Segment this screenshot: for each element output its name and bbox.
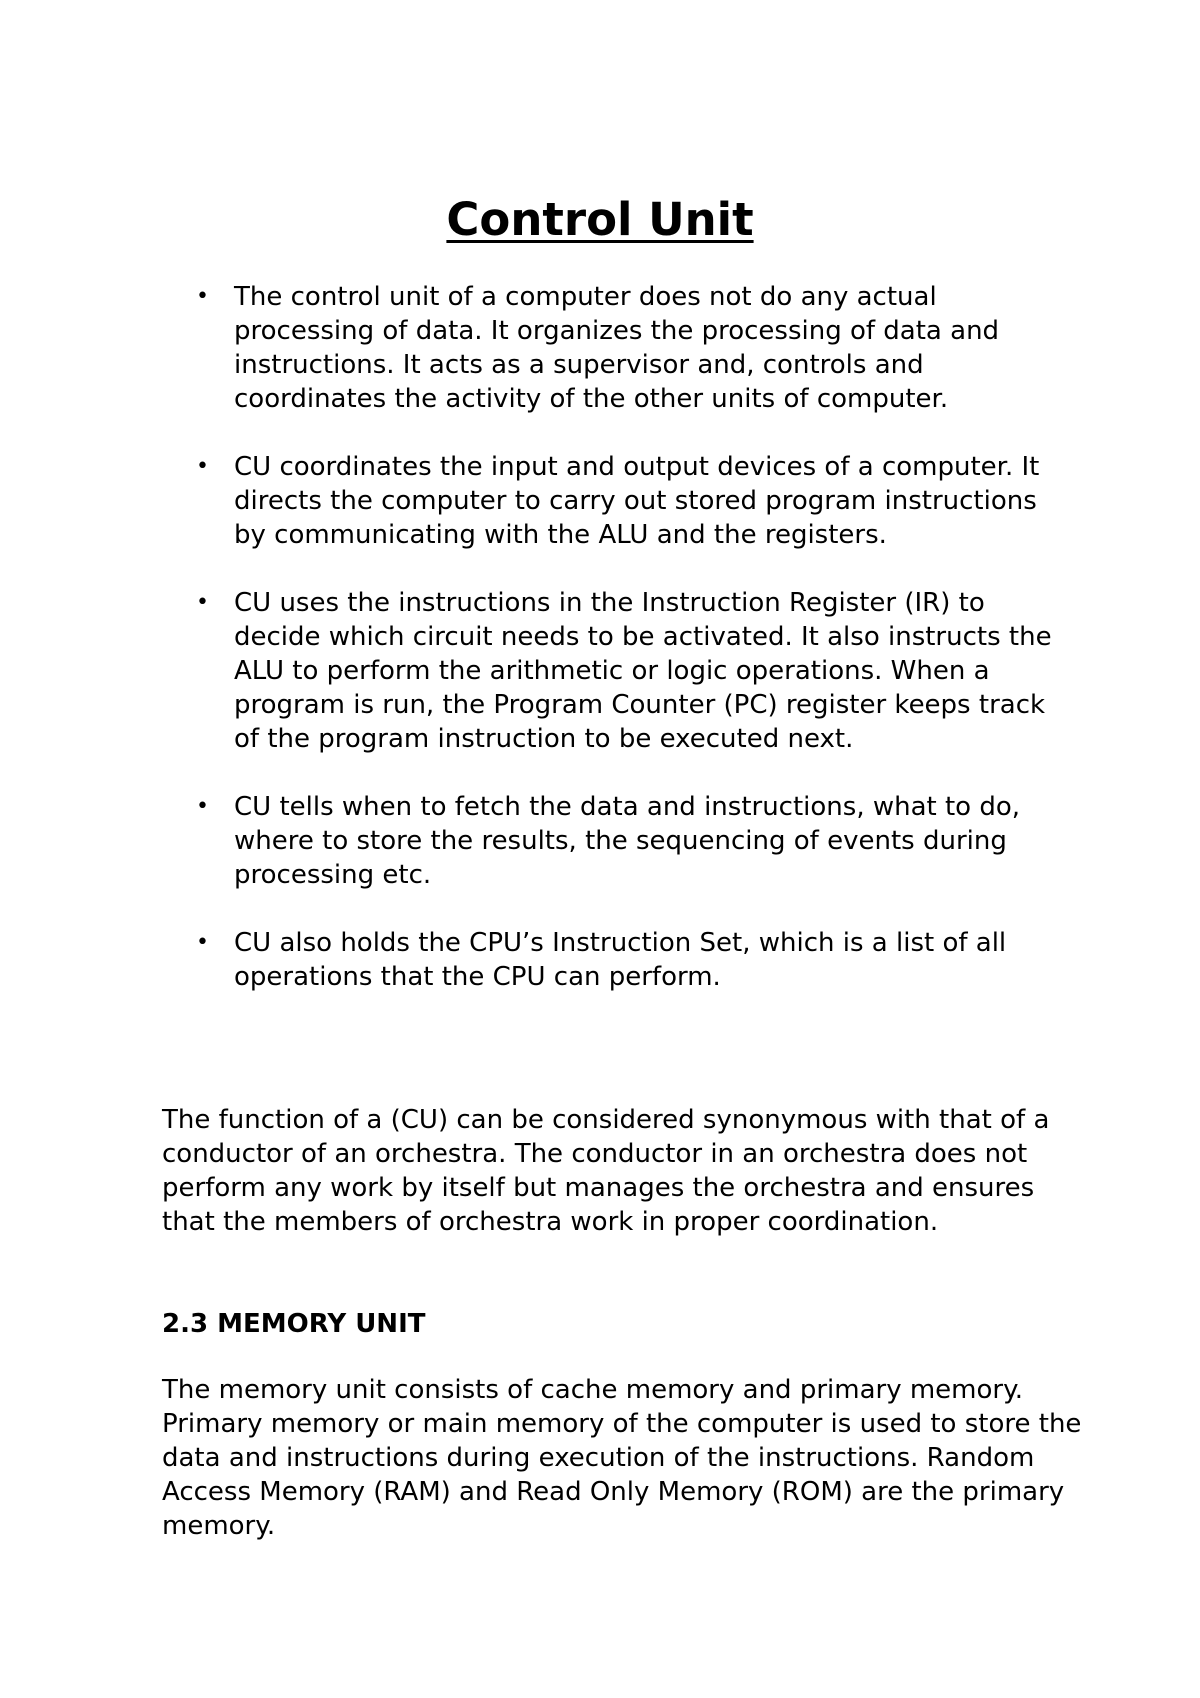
list-item	[196, 280, 1076, 416]
bullet-marker: •	[196, 590, 209, 615]
list-item	[196, 790, 1076, 892]
list-item	[196, 450, 1076, 552]
memory-paragraph: The memory unit consists of cache memory and primary memory. Primary memory or main memory of the computer is used to store the data and instructions during execution of the instructions. Random Access Memory (RAM) and Read Only Memory (ROM) are the primary memory.	[162, 1375, 1082, 1541]
bullet-text: CU coordinates the input and output devices of a computer. It directs the computer to carry out stored program instructions by communicating with the ALU and the registers.	[234, 452, 1040, 550]
bullet-text: CU tells when to fetch the data and instructions, what to do, where to store the results, the sequencing of events during processing etc.	[234, 792, 1021, 890]
bullet-text: CU also holds the CPU’s Instruction Set, which is a list of all operations that the CPU can perform.	[234, 928, 1007, 992]
bullet-marker: •	[196, 930, 209, 955]
section-heading: 2.3 MEMORY UNIT	[162, 1309, 426, 1339]
list-item	[196, 586, 1076, 756]
bullet-marker: •	[196, 794, 209, 819]
page-title: Control Unit	[446, 193, 754, 246]
list-item	[196, 926, 1076, 994]
bullet-list	[196, 280, 1076, 994]
function-paragraph: The function of a (CU) can be considered synonymous with that of a conductor of an orchestra. The conductor in an orchestra does not perform any work by itself but manages the orchestra and ensures that the members of orchestra work in proper coordination.	[162, 1105, 1050, 1237]
bullet-marker: •	[196, 454, 209, 479]
bullet-text: CU uses the instructions in the Instruction Register (IR) to decide which circuit needs to be activated. It also instructs the ALU to perform the arithmetic or logic operations. When a program is run, the Program Counter (PC) register keeps track of the program instruction to be executed next.	[234, 588, 1052, 754]
bullet-text: The control unit of a computer does not do any actual processing of data. It organizes the processing of data and instructions. It acts as a supervisor and, controls and coordinates the activity of the other units of computer.	[234, 282, 1000, 414]
bullet-marker: •	[196, 284, 209, 309]
